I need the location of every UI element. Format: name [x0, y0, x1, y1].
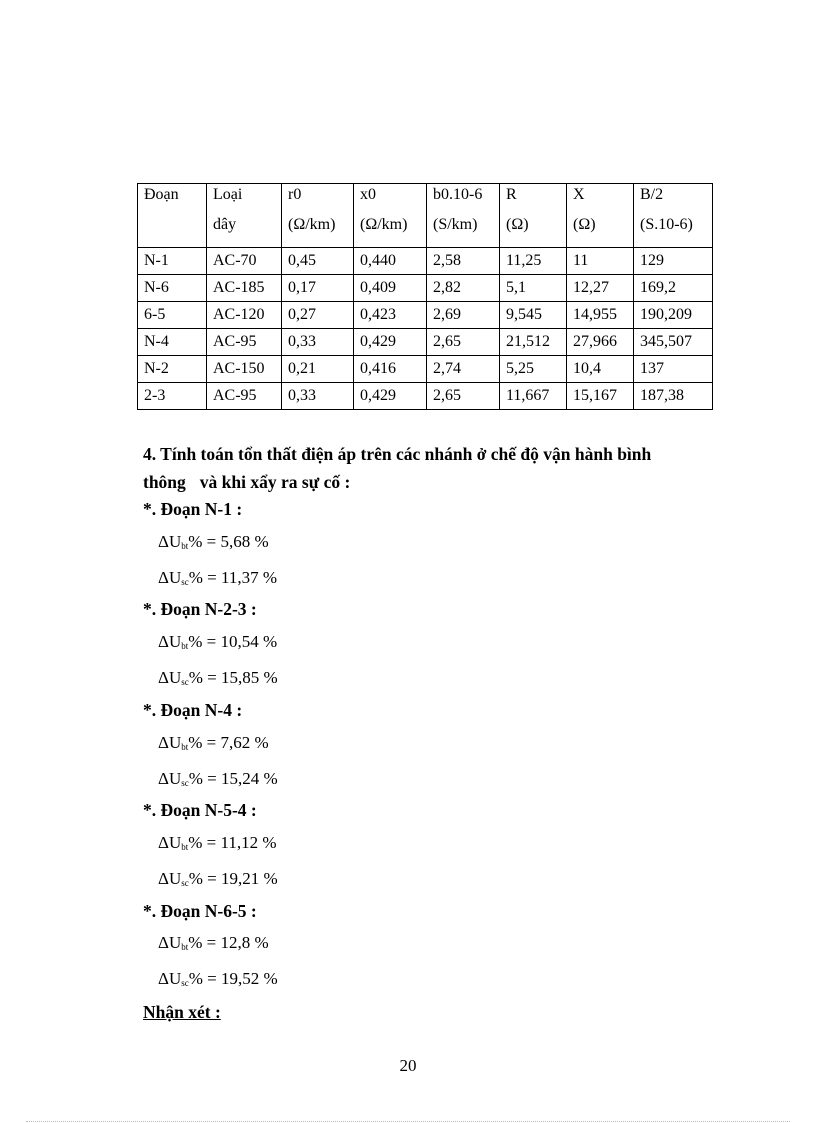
table-row	[138, 329, 713, 356]
header-x0: x0 (Ω/km)	[354, 184, 427, 248]
cell-b0: 2,74	[427, 356, 500, 383]
segment-heading: *. Đoạn N-4 :	[143, 700, 243, 720]
cell-x0: 0,423	[354, 302, 427, 329]
cell-r0: 0,17	[282, 275, 354, 302]
cell-x: 11	[567, 248, 634, 275]
cell-r0: 0,27	[282, 302, 354, 329]
cell-doan: N-2	[138, 356, 207, 383]
cell-b-half: 129	[634, 248, 713, 275]
voltage-loss-normal: $\Delta U_{bt}\% = 7,62$ %	[158, 733, 269, 752]
cell-b-half: 345,507	[634, 329, 713, 356]
cell-x0: 0,409	[354, 275, 427, 302]
cell-b0: 2,58	[427, 248, 500, 275]
remark-heading: Nhận xét :	[143, 1002, 221, 1022]
header-r0: r0 (Ω/km)	[282, 184, 354, 248]
header-r: R (Ω)	[500, 184, 567, 248]
cell-x0: 0,429	[354, 383, 427, 410]
table-row	[138, 356, 713, 383]
cell-b-half: 190,209	[634, 302, 713, 329]
header-loai-day: Loại dây	[207, 184, 282, 248]
cell-b-half: 187,38	[634, 383, 713, 410]
voltage-loss-fault: $\Delta U_{sc}\% = 19,52$ %	[158, 969, 278, 988]
segment-heading: *. Đoạn N-1 :	[143, 499, 243, 519]
header-b0: b0.10-6 (S/km)	[427, 184, 500, 248]
cell-r0: 0,21	[282, 356, 354, 383]
cell-x: 15,167	[567, 383, 634, 410]
segment-heading: *. Đoạn N-2-3 :	[143, 599, 257, 619]
cell-x: 27,966	[567, 329, 634, 356]
cell-doan: 2-3	[138, 383, 207, 410]
voltage-loss-normal: $\Delta U_{bt}\% = 11,12$ %	[158, 833, 277, 852]
header-b-half: B/2 (S.10-6)	[634, 184, 713, 248]
cell-r: 5,25	[500, 356, 567, 383]
table-row	[138, 275, 713, 302]
cell-r: 11,25	[500, 248, 567, 275]
cell-loai-day: AC-185	[207, 275, 282, 302]
cell-r0: 0,45	[282, 248, 354, 275]
cell-r: 5,1	[500, 275, 567, 302]
cell-r0: 0,33	[282, 329, 354, 356]
cell-r: 21,512	[500, 329, 567, 356]
voltage-loss-normal: $\Delta U_{bt}\% = 10,54$ %	[158, 632, 278, 651]
voltage-loss-normal: $\Delta U_{bt}\% = 12,8$ %	[158, 933, 269, 952]
cell-x: 14,955	[567, 302, 634, 329]
cell-x: 10,4	[567, 356, 634, 383]
page-bottom-rule	[26, 1121, 790, 1122]
cell-x: 12,27	[567, 275, 634, 302]
cell-b0: 2,65	[427, 329, 500, 356]
cell-doan: 6-5	[138, 302, 207, 329]
cell-r: 11,667	[500, 383, 567, 410]
cell-x0: 0,429	[354, 329, 427, 356]
section-title-line-2: thông và khi xẩy ra sự cố :	[143, 472, 351, 492]
cell-loai-day: AC-70	[207, 248, 282, 275]
page-number: 20	[399, 1056, 417, 1075]
voltage-loss-fault: $\Delta U_{sc}\% = 15,85$ %	[158, 668, 278, 687]
voltage-loss-fault: $\Delta U_{sc}\% = 19,21$ %	[158, 869, 278, 888]
cell-r: 9,545	[500, 302, 567, 329]
table-row	[138, 248, 713, 275]
cell-doan: N-4	[138, 329, 207, 356]
voltage-loss-fault: $\Delta U_{sc}\% = 15,24$ %	[158, 769, 278, 788]
cell-b0: 2,65	[427, 383, 500, 410]
cell-doan: N-6	[138, 275, 207, 302]
line-parameter-table	[137, 183, 713, 410]
cell-x0: 0,416	[354, 356, 427, 383]
voltage-loss-normal: $\Delta U_{bt}\% = 5,68$ %	[158, 532, 269, 551]
header-doan: Đoạn	[138, 184, 207, 248]
cell-loai-day: AC-120	[207, 302, 282, 329]
cell-b0: 2,82	[427, 275, 500, 302]
table-row	[138, 302, 713, 329]
cell-b-half: 137	[634, 356, 713, 383]
cell-r0: 0,33	[282, 383, 354, 410]
segment-heading: *. Đoạn N-5-4 :	[143, 800, 257, 820]
cell-loai-day: AC-95	[207, 383, 282, 410]
cell-b0: 2,69	[427, 302, 500, 329]
header-x: X (Ω)	[567, 184, 634, 248]
segment-heading: *. Đoạn N-6-5 :	[143, 901, 257, 921]
cell-doan: N-1	[138, 248, 207, 275]
table-row	[138, 383, 713, 410]
voltage-loss-fault: $\Delta U_{sc}\% = 11,37$ %	[158, 568, 277, 587]
cell-x0: 0,440	[354, 248, 427, 275]
table-header-row	[138, 184, 713, 248]
cell-b-half: 169,2	[634, 275, 713, 302]
cell-loai-day: AC-95	[207, 329, 282, 356]
section-title-line-1: 4. Tính toán tổn thất điện áp trên các nhánh ở chế độ vận hành bình	[143, 444, 652, 464]
cell-loai-day: AC-150	[207, 356, 282, 383]
section-title	[143, 440, 723, 496]
